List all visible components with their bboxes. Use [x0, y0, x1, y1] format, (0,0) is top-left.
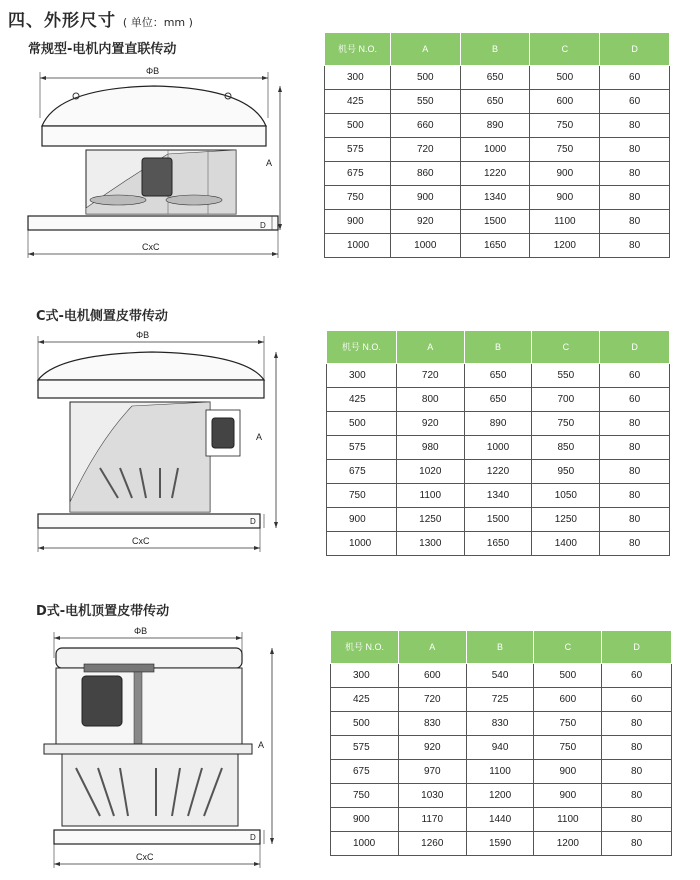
dimension-cell: 1000 [464, 436, 532, 460]
dimension-cell: 900 [530, 186, 600, 210]
dimension-cell: 1440 [466, 808, 534, 832]
dimension-cell: 1260 [398, 832, 466, 856]
dimension-cell: 80 [602, 712, 672, 736]
page-title [8, 6, 193, 31]
dimension-cell: 1400 [532, 532, 600, 556]
dimension-cell: 860 [390, 162, 460, 186]
model-number-cell: 300 [331, 664, 399, 688]
dimension-cell: 80 [600, 484, 670, 508]
dimension-cell: 80 [600, 162, 670, 186]
dimension-cell: 1250 [396, 508, 464, 532]
dimension-cell: 1650 [460, 234, 530, 258]
dimension-cell: 720 [398, 688, 466, 712]
dimension-cell: 600 [534, 688, 602, 712]
model-number-cell: 575 [327, 436, 397, 460]
dimension-cell: 970 [398, 760, 466, 784]
dimension-cell: 920 [398, 736, 466, 760]
dimension-cell: 1100 [466, 760, 534, 784]
dimension-cell: 80 [602, 808, 672, 832]
table-row [327, 388, 670, 412]
dimension-cell: 1220 [464, 460, 532, 484]
dimension-cell: 890 [460, 114, 530, 138]
table-row [325, 114, 670, 138]
dim-CxC-label: CxC [132, 536, 150, 546]
dimension-cell: 725 [466, 688, 534, 712]
dimension-cell: 1050 [532, 484, 600, 508]
dimension-cell: 80 [602, 736, 672, 760]
model-number-cell: 300 [325, 66, 391, 90]
model-number-cell: 675 [331, 760, 399, 784]
dimension-cell: 750 [532, 412, 600, 436]
table-row [327, 460, 670, 484]
dimension-cell: 1100 [534, 808, 602, 832]
dimension-cell: 750 [534, 712, 602, 736]
model-number-cell: 500 [325, 114, 391, 138]
dimension-cell: 650 [460, 66, 530, 90]
table-row [331, 784, 672, 808]
dimension-cell: 80 [600, 508, 670, 532]
dim-CxC-label: CxC [142, 242, 160, 252]
dimension-cell: 550 [390, 90, 460, 114]
dimension-cell: 80 [600, 234, 670, 258]
dimension-table-1 [324, 32, 670, 258]
page-title-text: 四、外形尺寸 [8, 11, 116, 31]
dimension-cell: 900 [390, 186, 460, 210]
dimension-cell: 1100 [530, 210, 600, 234]
dimension-cell: 1340 [464, 484, 532, 508]
section-2-title: C式-电机侧置皮带传动 [36, 309, 168, 324]
table-row [331, 832, 672, 856]
dimension-cell: 900 [534, 760, 602, 784]
table-row [325, 138, 670, 162]
dimension-cell: 60 [600, 388, 670, 412]
table-row [327, 436, 670, 460]
model-number-cell: 300 [327, 364, 397, 388]
dimension-cell: 60 [602, 664, 672, 688]
table-row [331, 736, 672, 760]
dim-D-label: D [250, 517, 256, 526]
table-row [325, 90, 670, 114]
dimension-cell: 500 [530, 66, 600, 90]
header-C: C [532, 331, 600, 364]
table-row [325, 162, 670, 186]
dimension-cell: 800 [396, 388, 464, 412]
dim-D-label: D [250, 833, 256, 842]
dimension-cell: 1500 [460, 210, 530, 234]
dimension-cell: 80 [600, 460, 670, 484]
dim-A-label: A [256, 432, 263, 442]
model-number-cell: 425 [331, 688, 399, 712]
dimension-cell: 60 [602, 688, 672, 712]
dimension-cell: 850 [532, 436, 600, 460]
dimension-cell: 700 [532, 388, 600, 412]
dimension-cell: 80 [600, 210, 670, 234]
header-D: D [600, 33, 670, 66]
model-number-cell: 900 [331, 808, 399, 832]
dimension-cell: 500 [390, 66, 460, 90]
dim-phiB-label: ΦB [136, 330, 150, 340]
dimension-cell: 500 [534, 664, 602, 688]
section-1-title: 常规型-电机内置直联传动 [28, 42, 177, 57]
dimension-cell: 80 [600, 412, 670, 436]
fan-drawing-direct-drive [18, 58, 288, 268]
dimension-cell: 550 [532, 364, 600, 388]
dimension-cell: 650 [464, 388, 532, 412]
table-row [325, 234, 670, 258]
fan-drawing-top-belt [36, 618, 286, 876]
table-row [331, 760, 672, 784]
model-number-cell: 750 [327, 484, 397, 508]
model-number-cell: 750 [325, 186, 391, 210]
model-number-cell: 575 [325, 138, 391, 162]
table-row [331, 808, 672, 832]
dimension-cell: 660 [390, 114, 460, 138]
model-number-cell: 900 [327, 508, 397, 532]
dimension-cell: 80 [600, 532, 670, 556]
dimension-cell: 900 [530, 162, 600, 186]
dimension-cell: 1590 [466, 832, 534, 856]
header-B: B [464, 331, 532, 364]
table-header-row [331, 631, 672, 664]
dimension-cell: 1030 [398, 784, 466, 808]
header-C: C [530, 33, 600, 66]
dimension-cell: 830 [466, 712, 534, 736]
header-D: D [600, 331, 670, 364]
dimension-cell: 60 [600, 364, 670, 388]
dimension-table-3 [330, 630, 672, 856]
dimension-cell: 1170 [398, 808, 466, 832]
table-row [327, 364, 670, 388]
header-A: A [398, 631, 466, 664]
dimension-cell: 830 [398, 712, 466, 736]
dimension-cell: 80 [600, 138, 670, 162]
dimension-cell: 80 [602, 784, 672, 808]
dimension-table-2 [326, 330, 670, 556]
model-number-cell: 575 [331, 736, 399, 760]
dimension-cell: 1000 [390, 234, 460, 258]
table-row [325, 186, 670, 210]
dimension-cell: 600 [398, 664, 466, 688]
unit-label: ( 单位：mm ) [122, 16, 193, 29]
model-number-cell: 425 [325, 90, 391, 114]
header-model-no: 机号 N.O. [331, 631, 399, 664]
model-number-cell: 500 [327, 412, 397, 436]
dimension-cell: 1340 [460, 186, 530, 210]
dimension-cell: 1020 [396, 460, 464, 484]
dim-A-label: A [258, 740, 265, 750]
header-A: A [390, 33, 460, 66]
dimension-cell: 80 [600, 436, 670, 460]
model-number-cell: 425 [327, 388, 397, 412]
section-3-title: D式-电机顶置皮带传动 [36, 604, 170, 619]
table-header-row [325, 33, 670, 66]
dimension-cell: 80 [600, 114, 670, 138]
header-D: D [602, 631, 672, 664]
dimension-cell: 80 [602, 832, 672, 856]
header-model-no: 机号 N.O. [325, 33, 391, 66]
dimension-cell: 1220 [460, 162, 530, 186]
table-row [325, 66, 670, 90]
header-A: A [396, 331, 464, 364]
dimension-cell: 1200 [466, 784, 534, 808]
model-number-cell: 675 [325, 162, 391, 186]
dimension-cell: 720 [396, 364, 464, 388]
dimension-cell: 60 [600, 66, 670, 90]
dimension-cell: 750 [530, 114, 600, 138]
table-row [325, 210, 670, 234]
dimension-cell: 1200 [534, 832, 602, 856]
dimension-cell: 940 [466, 736, 534, 760]
header-model-no: 机号 N.O. [327, 331, 397, 364]
dimension-cell: 600 [530, 90, 600, 114]
table-row [331, 664, 672, 688]
dimension-cell: 890 [464, 412, 532, 436]
model-number-cell: 1000 [331, 832, 399, 856]
table-row [327, 484, 670, 508]
table-row [331, 712, 672, 736]
table-row [327, 508, 670, 532]
model-number-cell: 900 [325, 210, 391, 234]
dim-D-label: D [260, 221, 266, 230]
dimension-cell: 540 [466, 664, 534, 688]
model-number-cell: 500 [331, 712, 399, 736]
dimension-cell: 750 [530, 138, 600, 162]
dimension-cell: 650 [464, 364, 532, 388]
dimension-cell: 720 [390, 138, 460, 162]
dimension-cell: 1100 [396, 484, 464, 508]
dimension-cell: 80 [600, 186, 670, 210]
dimension-cell: 1300 [396, 532, 464, 556]
dimension-cell: 980 [396, 436, 464, 460]
dimension-cell: 950 [532, 460, 600, 484]
dim-A-label: A [266, 158, 273, 168]
dimension-cell: 900 [534, 784, 602, 808]
dim-phiB-label: ΦB [134, 626, 148, 636]
dimension-cell: 1500 [464, 508, 532, 532]
table-row [331, 688, 672, 712]
model-number-cell: 1000 [325, 234, 391, 258]
dimension-cell: 1200 [530, 234, 600, 258]
dimension-cell: 750 [534, 736, 602, 760]
dimension-cell: 1000 [460, 138, 530, 162]
dimension-cell: 920 [390, 210, 460, 234]
header-C: C [534, 631, 602, 664]
dim-CxC-label: CxC [136, 852, 154, 862]
model-number-cell: 1000 [327, 532, 397, 556]
table-row [327, 412, 670, 436]
dim-phiB-label: ΦB [146, 66, 160, 76]
dimension-cell: 1650 [464, 532, 532, 556]
table-row [327, 532, 670, 556]
dimension-cell: 80 [602, 760, 672, 784]
model-number-cell: 675 [327, 460, 397, 484]
dimension-cell: 920 [396, 412, 464, 436]
header-B: B [466, 631, 534, 664]
dimension-cell: 60 [600, 90, 670, 114]
model-number-cell: 750 [331, 784, 399, 808]
table-header-row [327, 331, 670, 364]
header-B: B [460, 33, 530, 66]
dimension-cell: 650 [460, 90, 530, 114]
fan-drawing-side-belt [28, 322, 298, 552]
dimension-cell: 1250 [532, 508, 600, 532]
